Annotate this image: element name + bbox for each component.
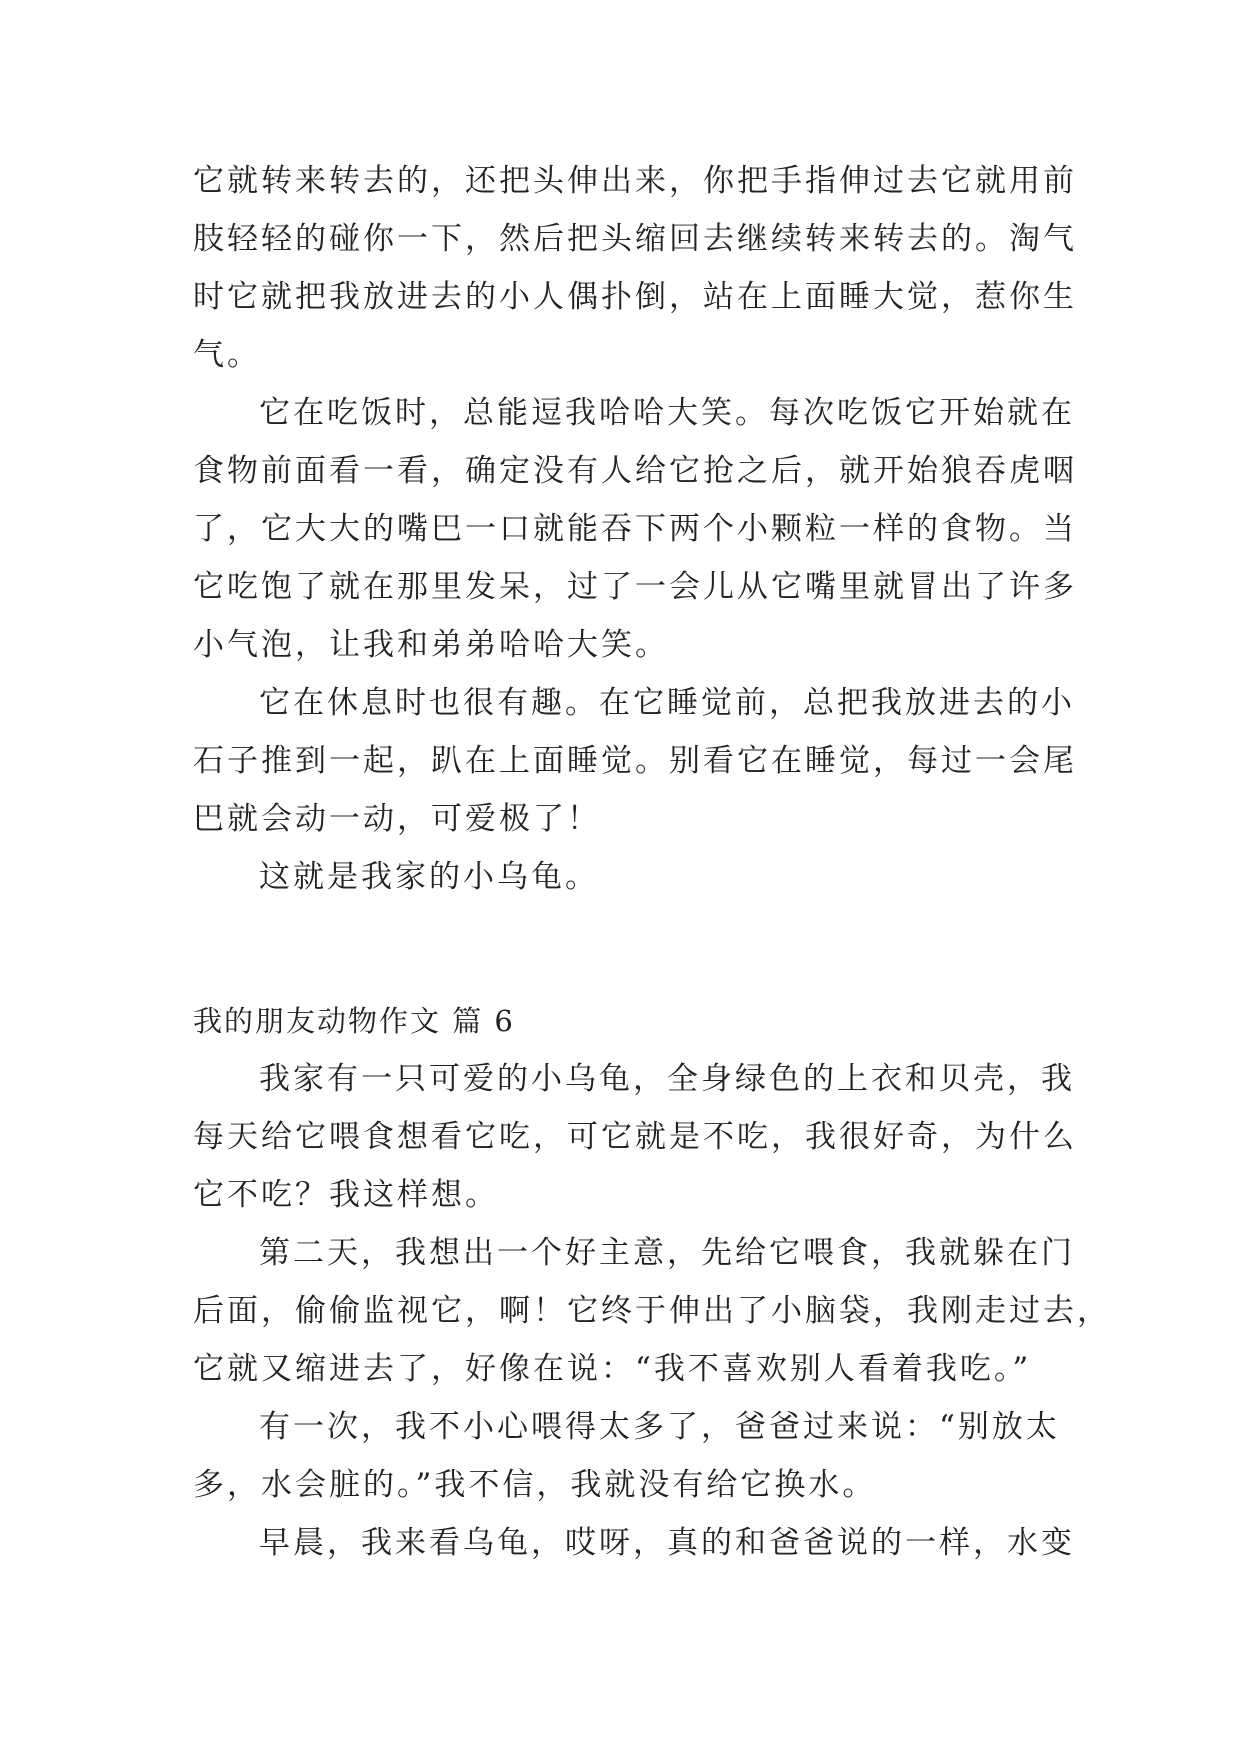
text-line: 它就转来转去的，还把头伸出来，你把手指伸过去它就用前 bbox=[193, 163, 1077, 199]
text-line: 早晨，我来看乌龟，哎呀，真的和爸爸说的一样，水变 bbox=[259, 1525, 1075, 1561]
text-line: 第二天，我想出一个好主意，先给它喂食，我就躲在门 bbox=[259, 1235, 1075, 1271]
essay-section-5-continued bbox=[193, 152, 1077, 906]
text-line: 它就又缩进去了，好像在说：“我不喜欢别人看着我吃。” bbox=[193, 1351, 1032, 1387]
text-line: 石子推到一起，趴在上面睡觉。别看它在睡觉，每过一会尾 bbox=[193, 743, 1077, 779]
text-line: 它吃饱了就在那里发呆，过了一会儿从它嘴里就冒出了许多 bbox=[193, 569, 1077, 605]
text-line: 它在吃饭时，总能逗我哈哈大笑。每次吃饭它开始就在 bbox=[259, 395, 1075, 431]
text-line: 每天给它喂食想看它吃，可它就是不吃，我很好奇，为什么 bbox=[193, 1119, 1077, 1155]
text-line: 多，水会脏的。”我不信，我就没有给它换水。 bbox=[193, 1467, 877, 1503]
section-gap bbox=[193, 906, 1053, 992]
document-page bbox=[193, 152, 1111, 1572]
text-line: 它不吃？我这样想。 bbox=[193, 1177, 499, 1213]
text-line: 时它就把我放进去的小人偶扑倒，站在上面睡大觉，惹你生 bbox=[193, 279, 1077, 315]
text-line: 这就是我家的小乌龟。 bbox=[259, 859, 599, 895]
text-line: 我家有一只可爱的小乌龟，全身绿色的上衣和贝壳，我 bbox=[259, 1061, 1075, 1097]
text-line: 气。 bbox=[193, 337, 261, 373]
text-line: 了，它大大的嘴巴一口就能吞下两个小颗粒一样的食物。当 bbox=[193, 511, 1077, 547]
text-line: 巴就会动一动，可爱极了！ bbox=[193, 801, 601, 837]
text-line: 小气泡，让我和弟弟哈哈大笑。 bbox=[193, 627, 669, 663]
text-line: 肢轻轻的碰你一下，然后把头缩回去继续转来转去的。淘气 bbox=[193, 221, 1077, 257]
text-line: 有一次，我不小心喂得太多了，爸爸过来说：“别放太 bbox=[259, 1409, 1060, 1445]
text-line: 食物前面看一看，确定没有人给它抢之后，就开始狼吞虎咽 bbox=[193, 453, 1077, 489]
essay-section-6 bbox=[193, 992, 1111, 1572]
section-heading: 我的朋友动物作文 篇 6 bbox=[193, 1004, 515, 1038]
text-line: 它在休息时也很有趣。在它睡觉前，总把我放进去的小 bbox=[259, 685, 1075, 721]
text-line: 后面，偷偷监视它，啊！它终于伸出了小脑袋，我刚走过去， bbox=[193, 1293, 1111, 1329]
